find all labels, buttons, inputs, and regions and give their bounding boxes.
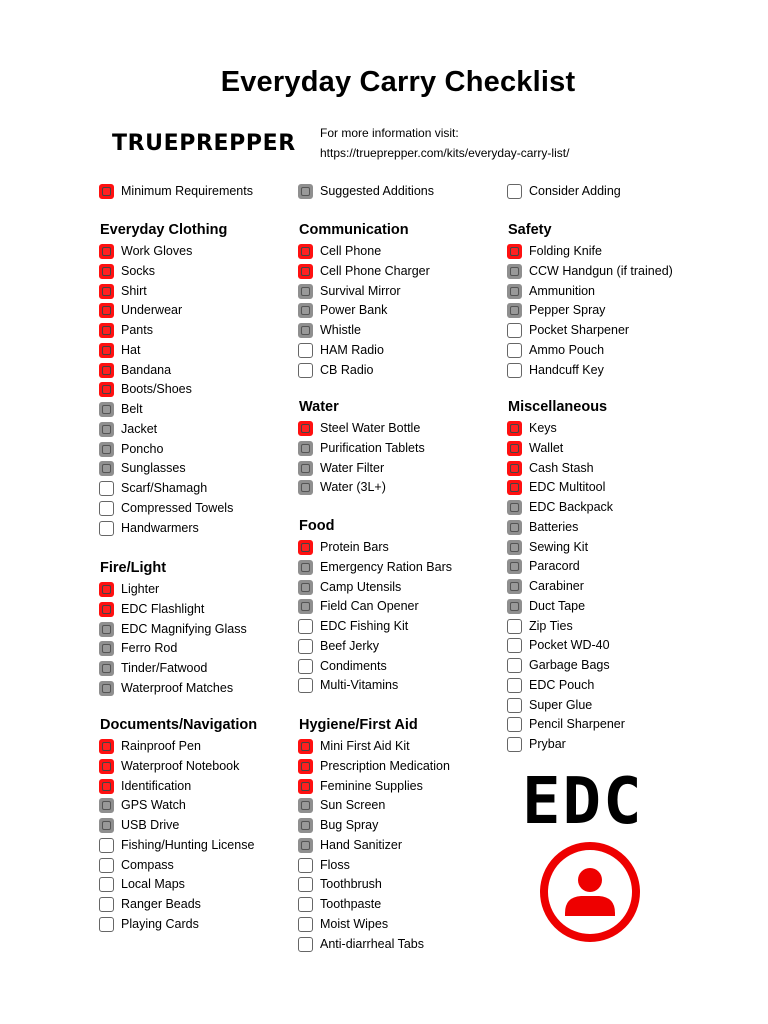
checkbox-suggested[interactable] [298,461,313,476]
checkbox-consider[interactable] [298,619,313,634]
checkbox-consider[interactable] [99,917,114,932]
checkbox-suggested[interactable] [99,818,114,833]
checkbox-suggested[interactable] [99,622,114,637]
checklist-item-label: Zip Ties [529,619,573,633]
checklist-item-label: GPS Watch [121,798,186,812]
checkbox-required[interactable] [298,540,313,555]
checkbox-consider[interactable] [507,678,522,693]
checklist-item-label: Wallet [529,441,564,455]
checklist-item-label: Hat [121,343,141,357]
checklist-item-label: Rainproof Pen [121,739,201,753]
checklist-item-label: Scarf/Shamagh [121,481,208,495]
section-heading: Fire/Light [100,560,167,576]
checkbox-required[interactable] [298,244,313,259]
checkbox-consider[interactable] [298,639,313,654]
checkbox-consider[interactable] [507,698,522,713]
brand-logo: TRUEPREPPER [112,131,296,156]
checklist-item-label: Whistle [320,323,361,337]
checklist-item-label: Local Maps [121,877,185,891]
checklist-item-label: Field Can Opener [320,599,419,613]
checklist-item-label: Pants [121,323,153,337]
checkbox-consider[interactable] [507,717,522,732]
checklist-item-label: Prybar [529,737,566,751]
checkbox-suggested[interactable] [298,838,313,853]
checklist-item-label: Boots/Shoes [121,382,192,396]
checklist-item-label: Handcuff Key [529,363,604,377]
checkbox-consider[interactable] [507,343,522,358]
checkbox-suggested[interactable] [99,641,114,656]
checklist-item-label: Keys [529,421,557,435]
section-heading: Safety [508,222,552,238]
checklist-item-label: Pencil Sharpener [529,717,625,731]
checkbox-consider[interactable] [507,619,522,634]
person-icon [538,840,642,944]
checklist-item-label: Work Gloves [121,244,193,258]
section-heading: Communication [299,222,409,238]
checklist-item-label: Toothpaste [320,897,382,911]
checklist-item-label: Cell Phone [320,244,382,258]
checklist-item-label: Beef Jerky [320,639,380,653]
checklist-item-label: CCW Handgun (if trained) [529,264,673,278]
checklist-item-label: Ammo Pouch [529,343,605,357]
checkbox-required[interactable] [99,244,114,259]
checkbox-consider[interactable] [507,323,522,338]
checkbox-required[interactable] [507,461,522,476]
checklist-item-label: Pepper Spray [529,303,606,317]
checklist-item-label: Tinder/Fatwood [121,661,208,675]
checkbox-consider[interactable] [298,363,313,378]
section-heading: Hygiene/First Aid [299,717,418,733]
checkbox-suggested[interactable] [298,480,313,495]
checklist-item-label: Toothbrush [320,877,382,891]
section-heading: Everyday Clothing [100,222,228,238]
checklist-item-label: EDC Fishing Kit [320,619,409,633]
checklist-item-label: Camp Utensils [320,580,402,594]
checklist-item-label: Duct Tape [529,599,586,613]
checklist-item-label: Playing Cards [121,917,199,931]
checklist-item-label: EDC Magnifying Glass [121,622,247,636]
checklist-item-label: Waterproof Notebook [121,759,240,773]
checklist-item-label: Water Filter [320,461,385,475]
checklist-item-label: Moist Wipes [320,917,389,931]
checkbox-consider[interactable] [99,481,114,496]
checkbox-required[interactable] [298,779,313,794]
checkbox-suggested[interactable] [298,323,313,338]
checklist-item-label: Handwarmers [121,521,199,535]
checkbox-suggested[interactable] [298,560,313,575]
checklist-item-label: Ranger Beads [121,897,201,911]
checkbox-suggested[interactable] [507,520,522,535]
checkbox-required[interactable] [507,441,522,456]
checkbox-required[interactable] [298,421,313,436]
checklist-item-label: Floss [320,858,350,872]
info-text: For more information visit: [320,126,459,140]
page-title: Everyday Carry Checklist [220,66,576,98]
checklist-item-label: Emergency Ration Bars [320,560,453,574]
checkbox-consider[interactable] [298,877,313,892]
checklist-item-label: Shirt [121,284,147,298]
checkbox-required-icon [99,184,114,199]
checkbox-suggested[interactable] [507,500,522,515]
checklist-item-label: Identification [121,779,192,793]
checkbox-suggested[interactable] [99,442,114,457]
checkbox-consider[interactable] [507,658,522,673]
checkbox-suggested[interactable] [99,461,114,476]
checkbox-suggested[interactable] [99,798,114,813]
checklist-item-label: Condiments [320,659,387,673]
checkbox-suggested[interactable] [298,303,313,318]
checkbox-suggested[interactable] [507,599,522,614]
checkbox-consider[interactable] [298,937,313,952]
checkbox-suggested[interactable] [99,422,114,437]
checklist-item-label: Carabiner [529,579,584,593]
checklist-item-label: Multi-Vitamins [320,678,399,692]
checklist-item-label: USB Drive [121,818,180,832]
checklist-item-label: Feminine Supplies [320,779,423,793]
checklist-item-label: EDC Flashlight [121,602,205,616]
checkbox-required[interactable] [507,480,522,495]
checkbox-consider[interactable] [99,897,114,912]
checklist-item-label: Ammunition [529,284,595,298]
checklist-item-label: EDC Backpack [529,500,614,514]
checkbox-required[interactable] [507,244,522,259]
checklist-item-label: Jacket [121,422,158,436]
checkbox-suggested[interactable] [298,441,313,456]
edc-badge [494,758,686,950]
checklist-item-label: Compressed Towels [121,501,234,515]
legend-label: Consider Adding [529,184,621,198]
checklist-item-label: Hand Sanitizer [320,838,402,852]
checkbox-required[interactable] [99,284,114,299]
checklist-item-label: Water (3L+) [320,480,386,494]
checklist-item-label: Garbage Bags [529,658,610,672]
checkbox-consider[interactable] [99,858,114,873]
checklist-item-label: Prescription Medication [320,759,450,773]
checkbox-consider[interactable] [298,678,313,693]
checklist-item-label: Fishing/Hunting License [121,838,255,852]
checklist-item-label: HAM Radio [320,343,384,357]
checklist-item-label: Sewing Kit [529,540,589,554]
checklist-item-label: Paracord [529,559,580,573]
checklist-item-label: Protein Bars [320,540,389,554]
checklist-item-label: Purification Tablets [320,441,425,455]
checkbox-consider[interactable] [298,659,313,674]
checkbox-consider[interactable] [507,737,522,752]
checklist-item-label: Super Glue [529,698,593,712]
checklist-item-label: Bandana [121,363,172,377]
checkbox-required[interactable] [99,363,114,378]
checklist-item-label: EDC Pouch [529,678,595,692]
legend-label: Minimum Requirements [121,184,253,198]
checklist-item-label: Underwear [121,303,183,317]
checkbox-consider[interactable] [99,838,114,853]
checklist-item-label: Socks [121,264,156,278]
checklist-item-label: Poncho [121,442,164,456]
checkbox-suggested[interactable] [298,798,313,813]
checklist-item-label: Sun Screen [320,798,386,812]
checkbox-suggested[interactable] [507,579,522,594]
checkbox-consider[interactable] [99,501,114,516]
checkbox-required[interactable] [298,759,313,774]
checkbox-suggested[interactable] [507,540,522,555]
checkbox-consider-icon [507,184,522,199]
checkbox-required[interactable] [99,779,114,794]
checklist-item-label: Power Bank [320,303,388,317]
checklist-item-label: Batteries [529,520,579,534]
checklist-item-label: Pocket Sharpener [529,323,630,337]
checklist-item-label: Anti-diarrheal Tabs [320,937,424,951]
checkbox-required[interactable] [99,323,114,338]
section-heading: Food [299,518,335,534]
checkbox-suggested[interactable] [298,599,313,614]
checkbox-required[interactable] [99,264,114,279]
info-url[interactable]: https://trueprepper.com/kits/everyday-carry-list/ [320,146,570,160]
checkbox-consider[interactable] [507,638,522,653]
checkbox-suggested[interactable] [507,264,522,279]
section-heading: Documents/Navigation [100,717,258,733]
checklist-item-label: Mini First Aid Kit [320,739,410,753]
checkbox-consider[interactable] [298,917,313,932]
checklist-item-label: CB Radio [320,363,374,377]
checkbox-required[interactable] [99,759,114,774]
checklist-item-label: Survival Mirror [320,284,401,298]
checkbox-suggested-icon [298,184,313,199]
section-heading: Miscellaneous [508,399,608,415]
checkbox-suggested[interactable] [507,303,522,318]
checkbox-required[interactable] [99,602,114,617]
checkbox-required[interactable] [507,421,522,436]
checkbox-suggested[interactable] [507,559,522,574]
legend-label: Suggested Additions [320,184,434,198]
checkbox-required[interactable] [99,739,114,754]
checklist-item-label: Waterproof Matches [121,681,234,695]
checkbox-consider[interactable] [298,343,313,358]
checkbox-consider[interactable] [298,897,313,912]
checklist-item-label: Pocket WD-40 [529,638,610,652]
checklist-item-label: Bug Spray [320,818,379,832]
checkbox-suggested[interactable] [298,818,313,833]
checkbox-required[interactable] [99,343,114,358]
checklist-item-label: Folding Knife [529,244,602,258]
checklist-item-label: EDC Multitool [529,480,606,494]
checkbox-suggested[interactable] [99,681,114,696]
checkbox-suggested[interactable] [507,284,522,299]
checklist-item-label: Lighter [121,582,160,596]
checkbox-consider[interactable] [507,363,522,378]
checkbox-required[interactable] [99,303,114,318]
checkbox-consider[interactable] [99,521,114,536]
checkbox-suggested[interactable] [99,402,114,417]
checkbox-suggested[interactable] [99,661,114,676]
checklist-item-label: Cell Phone Charger [320,264,430,278]
checkbox-consider[interactable] [99,877,114,892]
checkbox-suggested[interactable] [298,284,313,299]
checkbox-suggested[interactable] [298,580,313,595]
checkbox-required[interactable] [99,382,114,397]
checkbox-required[interactable] [298,739,313,754]
section-heading: Water [299,399,339,415]
checklist-item-label: Steel Water Bottle [320,421,421,435]
checklist-item-label: Belt [121,402,143,416]
checkbox-consider[interactable] [298,858,313,873]
checklist-item-label: Ferro Rod [121,641,178,655]
checkbox-required[interactable] [99,582,114,597]
checklist-item-label: Sunglasses [121,461,186,475]
checklist-item-label: Compass [121,858,174,872]
edc-badge-text: EDC [522,765,644,839]
checkbox-required[interactable] [298,264,313,279]
checklist-item-label: Cash Stash [529,461,594,475]
